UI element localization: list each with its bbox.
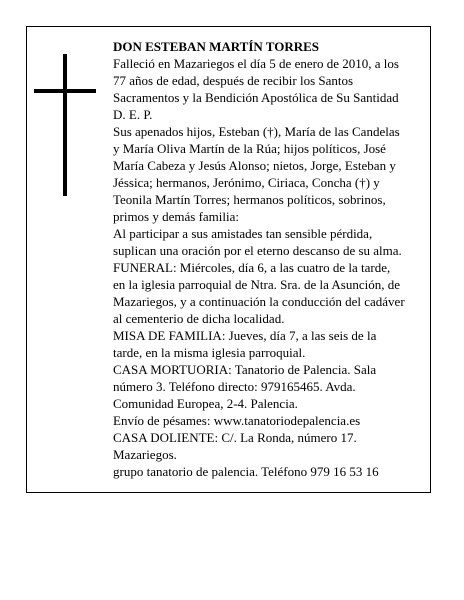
rest-in-peace: D. E. P.	[113, 107, 153, 122]
obituary-text	[113, 38, 428, 480]
deceased-name: DON ESTEBAN MARTÍN TORRES	[113, 39, 320, 54]
funeral-home-info: CASA MORTUORIA: Tanatorio de Palencia. Sala número 3. Teléfono directo: 979165465. Avda. Comunidad Europea, 2-4. Palencia.	[113, 362, 377, 411]
prayer-request: Al participar a sus amistades tan sensible pérdida, suplican una oración por el eterno descanso de su alma.	[113, 226, 402, 258]
family-home-info: CASA DOLIENTE: C/. La Ronda, número 17. Mazariegos.	[113, 430, 357, 462]
family-mass-info: MISA DE FAMILIA: Jueves, día 7, a las seis de la tarde, en la misma iglesia parroquial.	[113, 328, 377, 360]
cross-vertical-bar	[63, 54, 67, 196]
cross-horizontal-bar	[34, 89, 96, 93]
family-list: Sus apenados hijos, Esteban (†), María de las Candelas y María Oliva Martín de la Rúa; hijos políticos, José María Cabeza y Jesús Alonso; nietos, Jorge, Esteban y Jéssica; hermanos, Jerónimo, Ciriaca, Concha (†) y Teonila Martín Torres; hermanos políticos, sobrinos, primos y demás familia:	[113, 124, 400, 224]
cross-icon	[34, 54, 96, 196]
death-notice: Falleció en Mazariegos el día 5 de enero de 2010, a los 77 años de edad, después de recibir los Santos Sacramentos y la Bendición Apostólica de Su Santidad	[113, 56, 399, 105]
funeral-info: FUNERAL: Miércoles, día 6, a las cuatro de la tarde, en la iglesia parroquial de Ntra. Sra. de la Asunción, de Mazariegos, y a continuación la conducción del cadáver al cementerio de dicha localidad.	[113, 260, 405, 326]
funeral-group-phone: grupo tanatorio de palencia. Teléfono 979 16 53 16	[113, 464, 379, 479]
condolences-website: Envío de pésames: www.tanatoriodepalencia.es	[113, 413, 361, 428]
